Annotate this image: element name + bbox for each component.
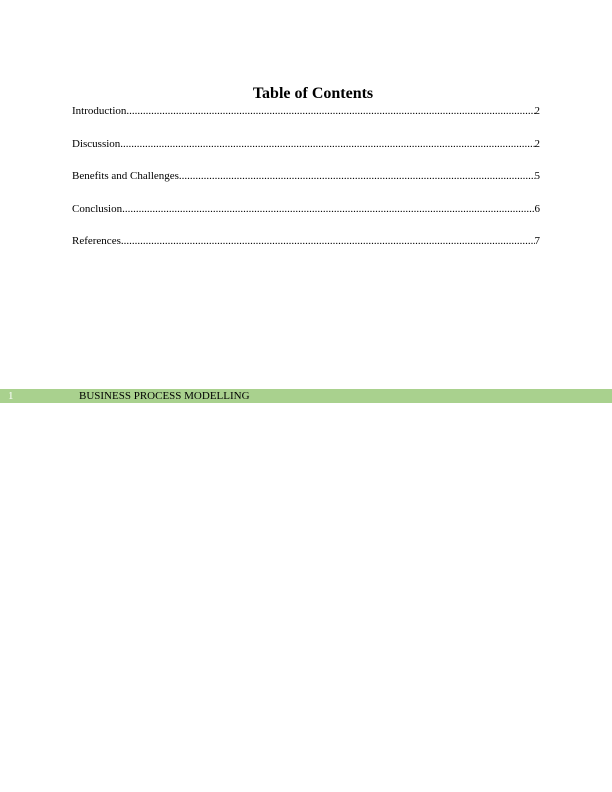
toc-dot-leader (121, 233, 535, 249)
toc-entry-discussion[interactable] (72, 136, 540, 152)
toc-entry-introduction[interactable] (72, 103, 540, 119)
page-footer-band (0, 389, 612, 403)
toc-dot-leader (122, 201, 534, 217)
toc-entry-page: 7 (534, 235, 540, 247)
toc-list (72, 103, 540, 266)
toc-entry-label: Conclusion (72, 202, 123, 215)
footer-page-number: 1 (8, 390, 14, 402)
toc-entry-page: 5 (534, 170, 540, 182)
toc-entry-benefits-and-challenges[interactable] (72, 168, 540, 184)
toc-dot-leader (179, 168, 535, 184)
toc-entry-page: 2 (534, 137, 540, 150)
toc-entry-conclusion[interactable] (72, 201, 540, 217)
toc-entry-label: Introduction (72, 105, 127, 117)
toc-entry-page: 2 (534, 105, 540, 117)
toc-dot-leader (126, 103, 534, 119)
toc-title: Table of Contents (252, 85, 374, 102)
footer-running-title: BUSINESS PROCESS MODELLING (79, 390, 250, 402)
toc-entry-label: Discussion (72, 137, 121, 150)
toc-dot-leader (120, 136, 534, 152)
toc-entry-label: References (72, 235, 121, 247)
toc-entry-references[interactable] (72, 233, 540, 249)
toc-entry-label: Benefits and Challenges (72, 170, 179, 182)
toc-entry-page: 6 (534, 202, 540, 215)
